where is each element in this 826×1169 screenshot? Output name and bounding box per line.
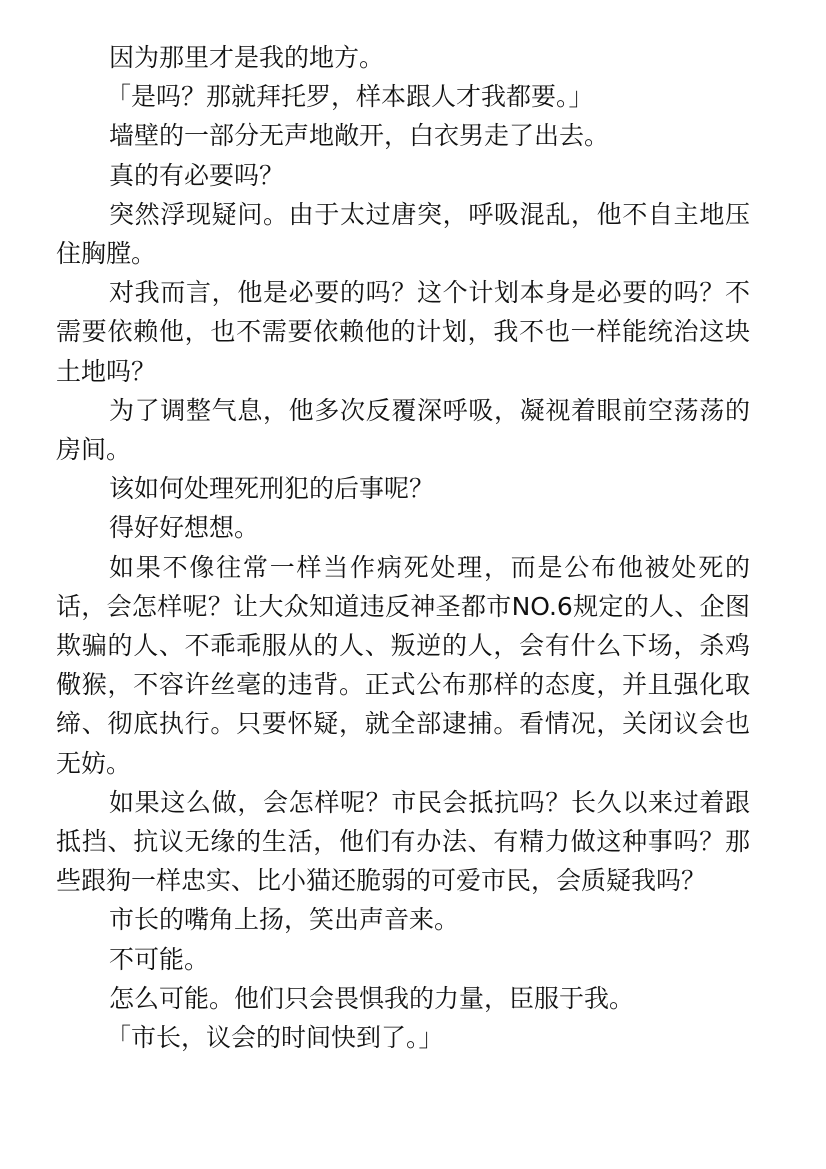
paragraph-1: 因为那里才是我的地方。	[109, 43, 385, 72]
paragraph-2-dialogue: 「是吗？那就拜托罗，样本跟人才我都要。」	[106, 82, 594, 112]
paragraph-3: 墙壁的一部分无声地敞开，白衣男走了出去。	[109, 121, 610, 151]
paragraph-13: 不可能。	[109, 944, 210, 974]
paragraph-4: 真的有必要吗？	[109, 160, 285, 190]
paragraph-11: 如果这么做，会怎样呢？市民会抵抗吗？长久以来过着跟抵挡、抗议无缘的生活，他们有办法、有精力做这种事吗？那些跟狗一样忠实、比小猫还脆弱的可爱市民，会质疑我吗？	[56, 787, 750, 896]
paragraph-9: 得好好想想。	[109, 513, 260, 543]
paragraph-5: 突然浮现疑问。由于太过唐突，呼吸混乱，他不自主地压住胸膛。	[56, 199, 750, 269]
paragraph-14: 怎么可能。他们只会畏惧我的力量，臣服于我。	[109, 983, 635, 1013]
paragraph-10: 如果不像往常一样当作病死处理，而是公布他被处死的话，会怎样呢？让大众知道违反神圣都市NO.6规定的人、企图欺骗的人、不乖乖服从的人、叛逆的人，会有什么下场，杀鸡儆猴，不容许丝毫的违背。正式公布那样的态度，并且强化取缔、彻底执行。只要怀疑，就全部逮捕。看情况，关闭议会也无妨。	[56, 552, 750, 778]
paragraph-12: 市长的嘴角上扬，笑出声音来。	[109, 905, 460, 935]
paragraph-6: 对我而言，他是必要的吗？这个计划本身是必要的吗？不需要依赖他，也不需要依赖他的计划，我不也一样能统治这块土地吗？	[56, 278, 750, 386]
paragraph-15-dialogue: 「市长，议会的时间快到了。」	[106, 1023, 444, 1053]
paragraph-8: 该如何处理死刑犯的后事呢？	[109, 474, 435, 504]
paragraph-7: 为了调整气息，他多次反覆深呼吸，凝视着眼前空荡荡的房间。	[56, 395, 750, 465]
